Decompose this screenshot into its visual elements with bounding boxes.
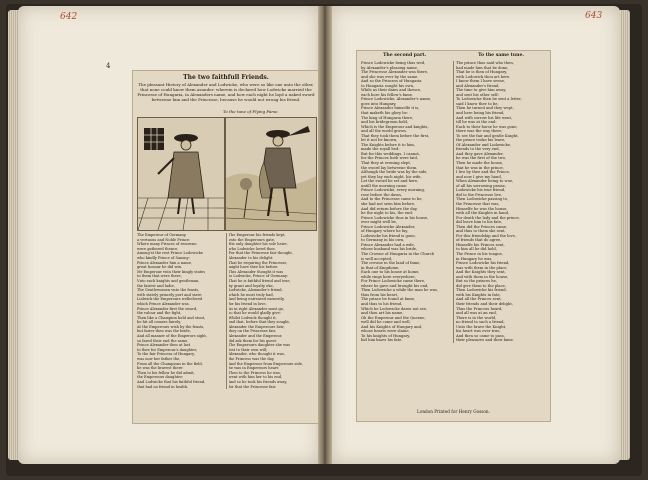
- ballad-line: That he is then of Hungary,: [456, 70, 508, 75]
- ballad-line: they on the Princesse fair,: [228, 329, 276, 334]
- folio-number-right: 643: [585, 11, 603, 21]
- ballad-subtitle: The pleasant History of Alexander and Lodwicke, who were so like one unto the other, that none could know them asunder: wherein is declared how Lodwicke married the Princesse of Hungaria, in Alexanders name, and how each night he layd a naked sword betweene him and the Princesse, because he would not wrong his friend.: [137, 82, 315, 102]
- ballad-line: As in right Alexander must go,: [228, 306, 285, 311]
- ballad-line: To Lodowicke then he sent a letter,: [456, 97, 522, 102]
- ballad-line: And so the Princess of Hungaria: [361, 79, 422, 84]
- ballad-line: thus from his heart,: [361, 292, 399, 297]
- ballad-line: by grant and loyalty eke,: [228, 283, 274, 288]
- ballad-line: with Lodowick thou art here.: [456, 74, 511, 79]
- ballad-line: To see the fair and gentle Knight,: [456, 133, 519, 138]
- ballad-line: did to the Princesse live,: [456, 192, 503, 197]
- ballad-line: he was the first of the two,: [456, 156, 507, 161]
- ballad-line: for that the Princesse fair.: [228, 384, 277, 389]
- ballad-line: While as their daies and thence,: [361, 88, 422, 93]
- ballad-line: To the fair Princess of Hungary,: [137, 352, 195, 357]
- ballad-line: And so he took his friends away,: [228, 380, 288, 384]
- ballad-line: From all the Champions in the field,: [137, 361, 203, 366]
- ballad-line: the valour and the fight,: [137, 311, 182, 316]
- ballad-line: which Prince Alexander was.: [137, 301, 190, 306]
- ballad-line: The Emperours daughter she was: [228, 343, 291, 348]
- ballad-line: did ask them for his guest:: [228, 338, 278, 343]
- ballad-line: And the Knights they sent,: [456, 270, 506, 275]
- woodcut-right-image: [226, 118, 316, 230]
- ballad-sheet-right: [356, 50, 551, 422]
- ballad-line: and she was ever by the same.: [361, 74, 419, 79]
- ballad-line: to Hungaria sought his own,: [361, 83, 415, 88]
- ballad-line: in Hungary he was,: [456, 256, 493, 261]
- ballad-line: For this friendship and the love,: [456, 233, 516, 238]
- ballad-line: Prince Alexander then at last: [137, 343, 191, 348]
- ballad-line: lost to their own will;: [228, 347, 268, 352]
- ballad-line: Each to their horse he was gone,: [456, 124, 518, 129]
- ballad-line: and all the world grown.: [361, 129, 407, 134]
- ballad-line: and sent his other self:: [456, 92, 499, 97]
- ballad-line: Of Alexander and Lodowicke,: [456, 142, 512, 147]
- page-mark: 4: [106, 62, 111, 70]
- ballad-line: And the Emperour from Emperours side,: [228, 361, 304, 366]
- ballad-line: Prince Alexander had a wife,: [361, 242, 415, 247]
- ballad-line: in that of Kingdome,: [361, 265, 400, 270]
- ballad-line: Thus the Princess heard,: [456, 306, 503, 311]
- ballad-line: rose before the dawn,: [361, 192, 402, 197]
- ballad-line: Let the sword be set and here,: [361, 179, 419, 184]
- ballad-line: Himselfe he was the house,: [456, 206, 508, 211]
- ballad-line: for the Princes both were laid,: [361, 156, 418, 161]
- ballad-line: Prince Alexander himselfe it is,: [361, 106, 420, 111]
- ballad-line: Alexander, who thought it was,: [228, 352, 285, 357]
- ballad-line: with his Knights in fate,: [456, 292, 501, 297]
- ballad-line: The Gentlewomen vnto the feasts,: [137, 288, 200, 293]
- ballad-line: This Alexander thought it was: [228, 269, 284, 274]
- ballad-line: was with them in the place,: [456, 265, 508, 270]
- ballad-line: Then Lodowicke his friend,: [456, 288, 507, 293]
- ballad-line: till he was at the end:: [456, 120, 497, 125]
- ballad-line: so fared their end the same,: [137, 338, 189, 343]
- ballad-line: with all the Knights in hand,: [456, 211, 510, 216]
- ballad-line: whose husband was his bride,: [361, 247, 418, 252]
- ballad-line: The Knights before it to him,: [361, 142, 415, 147]
- ballad-title: The two faithfull Friends.: [183, 74, 269, 81]
- ballad-line: The prince be found at fame,: [361, 297, 416, 302]
- ballad-line: Prince Lodowicke his friend,: [456, 261, 510, 266]
- ballad-line: there was the way there,: [456, 129, 503, 134]
- ballad-line: When Alexander being to woe,: [456, 179, 514, 184]
- ballad-line: to Lodwicke, Prince of Germany:: [228, 274, 289, 279]
- ballad-line: Although the bride was by the side,: [361, 170, 428, 175]
- ballad-line: and all was at an end,: [456, 311, 497, 316]
- ballad-line: he hit all comers fairely,: [137, 320, 181, 325]
- ballad-line: did give them to the place,: [456, 283, 507, 288]
- ballad-line: I know them I have seene,: [456, 79, 506, 84]
- ballad-line: And did return before the day,: [361, 206, 418, 211]
- ballad-line: The prince thus said who then,: [456, 61, 514, 65]
- ballad-line: and his bridegroom bold,: [361, 120, 409, 125]
- ballad-line: For that the Princesse fair thought,: [228, 251, 293, 256]
- ballad-line: The king of Hungaria there,: [361, 115, 414, 120]
- ballad-line: Mr Emperour vnto their kingly states: [137, 269, 206, 274]
- ballad-line: did leave him to his fate,: [456, 220, 503, 225]
- ballad-line: for his friend in love,: [228, 301, 267, 306]
- ballad-line: Which is the Emperour and knights,: [361, 124, 429, 129]
- ballad-line: yet they lay each night, his wife,: [361, 174, 422, 179]
- ballad-line: untill the morning came:: [361, 183, 408, 188]
- ballad-line: Prince Lodowicke, Alexander's name,: [361, 97, 432, 102]
- ballad-line: went with him her to his end,: [228, 375, 283, 380]
- ballad-line: Lodowicke his true friend,: [456, 188, 506, 193]
- ballad-sheet-left: [132, 70, 320, 424]
- ballad-line: were gathered thence,: [137, 246, 179, 251]
- ballad-line: Prince Lodowicke, every morning,: [361, 188, 426, 193]
- ballad-line: and now I give my hand,: [456, 174, 502, 179]
- ballad-line: that he was in the prince,: [456, 165, 504, 170]
- ballad-line: Then to his fellow he did admit,: [137, 370, 195, 375]
- woodcut-left: [137, 117, 225, 231]
- ballad-line: That they took them before the first,: [361, 133, 430, 138]
- woodcut-left-image: [138, 118, 224, 230]
- ballad-line: of all his sorrowing praise,: [456, 183, 506, 188]
- ballad-line: The Prince in his tongue,: [456, 251, 503, 256]
- ballad-line: That he is faithful friend and true,: [228, 278, 291, 283]
- ballad-line: Then did the Princes came,: [456, 224, 508, 229]
- ballad-line: well did he come and well,: [361, 320, 411, 325]
- ballad-line: Alexander and the Emperour,: [228, 334, 283, 339]
- ballad-line: Prince Alexander first the sword,: [137, 306, 198, 311]
- ballad-line: their friends and their delight,: [456, 301, 513, 306]
- ballad-line: At the Emperours wish by the feasts,: [137, 324, 205, 329]
- ballad-line: to them that were there,: [137, 274, 182, 279]
- ballad-line: Unto the brave the Knight,: [456, 324, 507, 329]
- ballad-line: a vertuous and Noble Prince:: [137, 237, 191, 242]
- ballad-line: made the royall bed:: [361, 147, 400, 152]
- ballad-line: Which he Lodowicke dares not see,: [361, 306, 428, 311]
- right-page: [330, 6, 620, 464]
- ballad-line: And with sorrow his life went,: [456, 115, 513, 120]
- ballad-line: For death the lady and the prince,: [456, 215, 520, 220]
- ballad-line: is well accepted,: [361, 256, 393, 261]
- ballad-line: vnto the Emperours gate,: [228, 237, 276, 242]
- ballad-line: she had not seen him before,: [361, 201, 416, 206]
- ballad-line: Lodwicke, Alexander's friend,: [228, 288, 283, 293]
- ballad-line: to him all he did hold,: [456, 247, 497, 252]
- ballad-line: had made him that be done,: [456, 65, 509, 70]
- ballad-line: the Princesse that was,: [456, 201, 500, 206]
- ballad-line: bid him know his fate.: [361, 338, 403, 343]
- column-divider: [226, 233, 227, 389]
- ballad-line: That he requiring the Princesse,: [228, 260, 288, 265]
- ballad-line: The crowne in the land of fame,: [361, 261, 421, 266]
- ballad-line: The Princesse Alexander was there,: [361, 70, 429, 75]
- ballad-line: whose hearts were slaine,: [361, 329, 410, 334]
- ballad-column-3: [361, 61, 451, 343]
- ballad-line: but fairer then was the bride,: [137, 329, 191, 334]
- ballad-line: But so the princes he,: [456, 279, 497, 284]
- column-divider: [453, 61, 454, 343]
- second-part-title: The second part.: [383, 53, 427, 58]
- ballad-line: The Crowne of Hungaria in the Church: [361, 251, 435, 256]
- ballad-column-4: [456, 61, 546, 343]
- ballad-line: The Emperour of Germany,: [137, 233, 187, 237]
- ballad-line: of friends that do agree,: [456, 238, 502, 243]
- ballad-line: who Lodwicke loved thee,: [228, 246, 276, 251]
- ballad-line: Each one to his house at home,: [361, 270, 420, 275]
- ballad-line: The Emperour his friends kept,: [228, 233, 286, 237]
- ballad-line: so that he would gladly give:: [228, 311, 281, 316]
- ballad-line: where he gave and brought his end,: [361, 283, 429, 288]
- ballad-line: he was in Emperours heart:: [228, 366, 280, 371]
- ballad-line: let it not be known,: [361, 138, 398, 143]
- ballad-line: of Hungary where he lay,: [361, 229, 409, 234]
- ballad-line: Among'st the rest Prince Lodowicke: [137, 251, 203, 256]
- ballad-line: the Princess was the day,: [228, 357, 275, 362]
- ballad-line: To his knights of Hungary,: [361, 333, 411, 338]
- ballad-text-columns: [137, 233, 315, 389]
- ballad-line: Then he made the house,: [456, 161, 504, 166]
- ballad-line: And being entreated earnestly,: [228, 297, 285, 302]
- ballad-line: and thou art his name,: [361, 311, 404, 316]
- ballad-column-1: [137, 233, 224, 389]
- ballad-line: while rings here everywhere,: [361, 274, 416, 279]
- ballad-line: For Prince Lodowicke came there,: [361, 279, 426, 284]
- ballad-line: no friend to such a friend,: [456, 320, 505, 325]
- ballad-column-2: [229, 233, 316, 389]
- ballad-line: Lodowicke his friend is gone,: [361, 233, 416, 238]
- ballad-line: Alexander the Emperours heir,: [228, 324, 285, 329]
- ballad-line: his heart was ever true,: [456, 329, 501, 334]
- ballad-line: And then so came to pass,: [456, 333, 505, 338]
- ballad-line: Prince Lodowicke Alexander,: [361, 224, 416, 229]
- ballad-line: he was the bravest there:: [137, 366, 184, 371]
- book-gutter: [318, 6, 332, 464]
- ballad-line: that had no friend in health.: [137, 384, 189, 389]
- folio-number-left: 642: [60, 12, 78, 22]
- ballad-line: was now her father the,: [137, 357, 181, 362]
- ballad-line: and that, before that they sought,: [228, 320, 291, 325]
- ballad-line: Lodwick the Emperours welbeloved: [137, 297, 203, 302]
- ballad-line: I live by thee and the Prince,: [456, 170, 510, 175]
- ballad-line: Then like a Champion bold and stout,: [137, 315, 206, 320]
- ballad-text-columns-right: [361, 61, 546, 343]
- ballad-line: the fairest and ladie,: [137, 283, 175, 288]
- ballad-line: and Alexander's friend,: [456, 83, 500, 88]
- ballad-line: Himselfe his Princes sent,: [456, 242, 505, 247]
- ballad-line: and thus to them she sent,: [456, 229, 506, 234]
- ballad-line: Vnto each knights and gentleman,: [137, 278, 200, 283]
- ballad-line: Then he turned and they wept,: [456, 106, 514, 111]
- part-heading: [357, 53, 550, 58]
- ballad-line: Then Lodowicke passing to,: [456, 197, 509, 202]
- ballad-line: who kindly Prince of Saxony:: [137, 255, 190, 260]
- woodcut-right: [225, 117, 317, 231]
- ballad-line: Prince Lodowicke being thus wed,: [361, 61, 426, 65]
- ballad-line: he the night to his, the end:: [361, 211, 413, 216]
- ballad-line: great honour he did win.: [137, 265, 183, 270]
- ballad-line: said I know thee to be,: [456, 101, 499, 106]
- ballad-line: And Lodwicke that his faithful friend,: [137, 380, 206, 384]
- second-part-tune: To the same tune.: [478, 53, 524, 58]
- ballad-line: The time to give him away,: [456, 88, 507, 93]
- ballad-line: And to the Princesse came to be,: [361, 197, 423, 202]
- ballad-line: the sword lay betweene them.: [361, 165, 418, 170]
- ballad-line: Oh the Emperour and the Queene,: [361, 315, 426, 320]
- ballad-line: Prince Alexander him a name,: [137, 260, 192, 265]
- ballad-line: to thee for Emperour's daughter,: [137, 347, 198, 352]
- ballad-line: to Germany in his own,: [361, 238, 405, 243]
- ballad-line: by Alexander's pleasing name,: [361, 65, 419, 70]
- ballad-line: the prince tooke his leave,: [456, 138, 506, 143]
- ballad-line: And all the Princes sent,: [456, 297, 502, 302]
- ballad-line: And his Knights of Hungary and,: [361, 324, 423, 329]
- ballad-line: There is in the world,: [456, 315, 497, 320]
- ballad-line: goes into Hungary,: [361, 101, 397, 106]
- ballad-line: His only daughter his sole heire,: [228, 242, 288, 247]
- ballad-line: friends to the very end,: [456, 147, 500, 152]
- ballad-line: might have thee his before.: [228, 265, 279, 270]
- ballad-line: and thus to his friend,: [361, 301, 403, 306]
- ballad-line: with stately princely port and state:: [137, 292, 203, 297]
- ballad-line: each bore his fellow's fame.: [361, 92, 414, 97]
- ballad-line: and here being his friend,: [456, 111, 505, 116]
- ballad-line: which he most truly had,: [228, 292, 274, 297]
- left-page: [18, 6, 320, 464]
- tune-line: To the tune of Flying Fame.: [223, 109, 279, 114]
- ballad-line: But for this weddings, I cannot,: [361, 151, 421, 156]
- imprint-line: London Printed for Henry Gosson.: [417, 409, 490, 414]
- ballad-line: the Emperours daughter:: [137, 375, 184, 380]
- ballad-line: Alexander to his delight:: [228, 255, 274, 260]
- ballad-line: and with them in the house,: [456, 274, 509, 279]
- ballad-line: Whilst Lodwick thought it,: [228, 315, 277, 320]
- ballad-line: ever might well be,: [361, 220, 398, 225]
- ballad-line: Then Lodowicke a while the man he was,: [361, 288, 439, 293]
- ballad-line: Where many Princes of renowne,: [137, 242, 198, 247]
- ballad-line: that maketh his glory be:: [361, 111, 409, 116]
- ballad-line: Prince Lodowicke thus in his house,: [361, 215, 429, 220]
- ballad-line: Then to the Princess he was,: [228, 370, 281, 375]
- ballad-line: And they gave Alexander,: [456, 151, 504, 156]
- ballad-line: And all manner of the Emperors sight,: [137, 334, 208, 339]
- ballad-line: their pleasures and their fame.: [456, 338, 515, 343]
- ballad-line: That they at evening slept,: [361, 161, 412, 166]
